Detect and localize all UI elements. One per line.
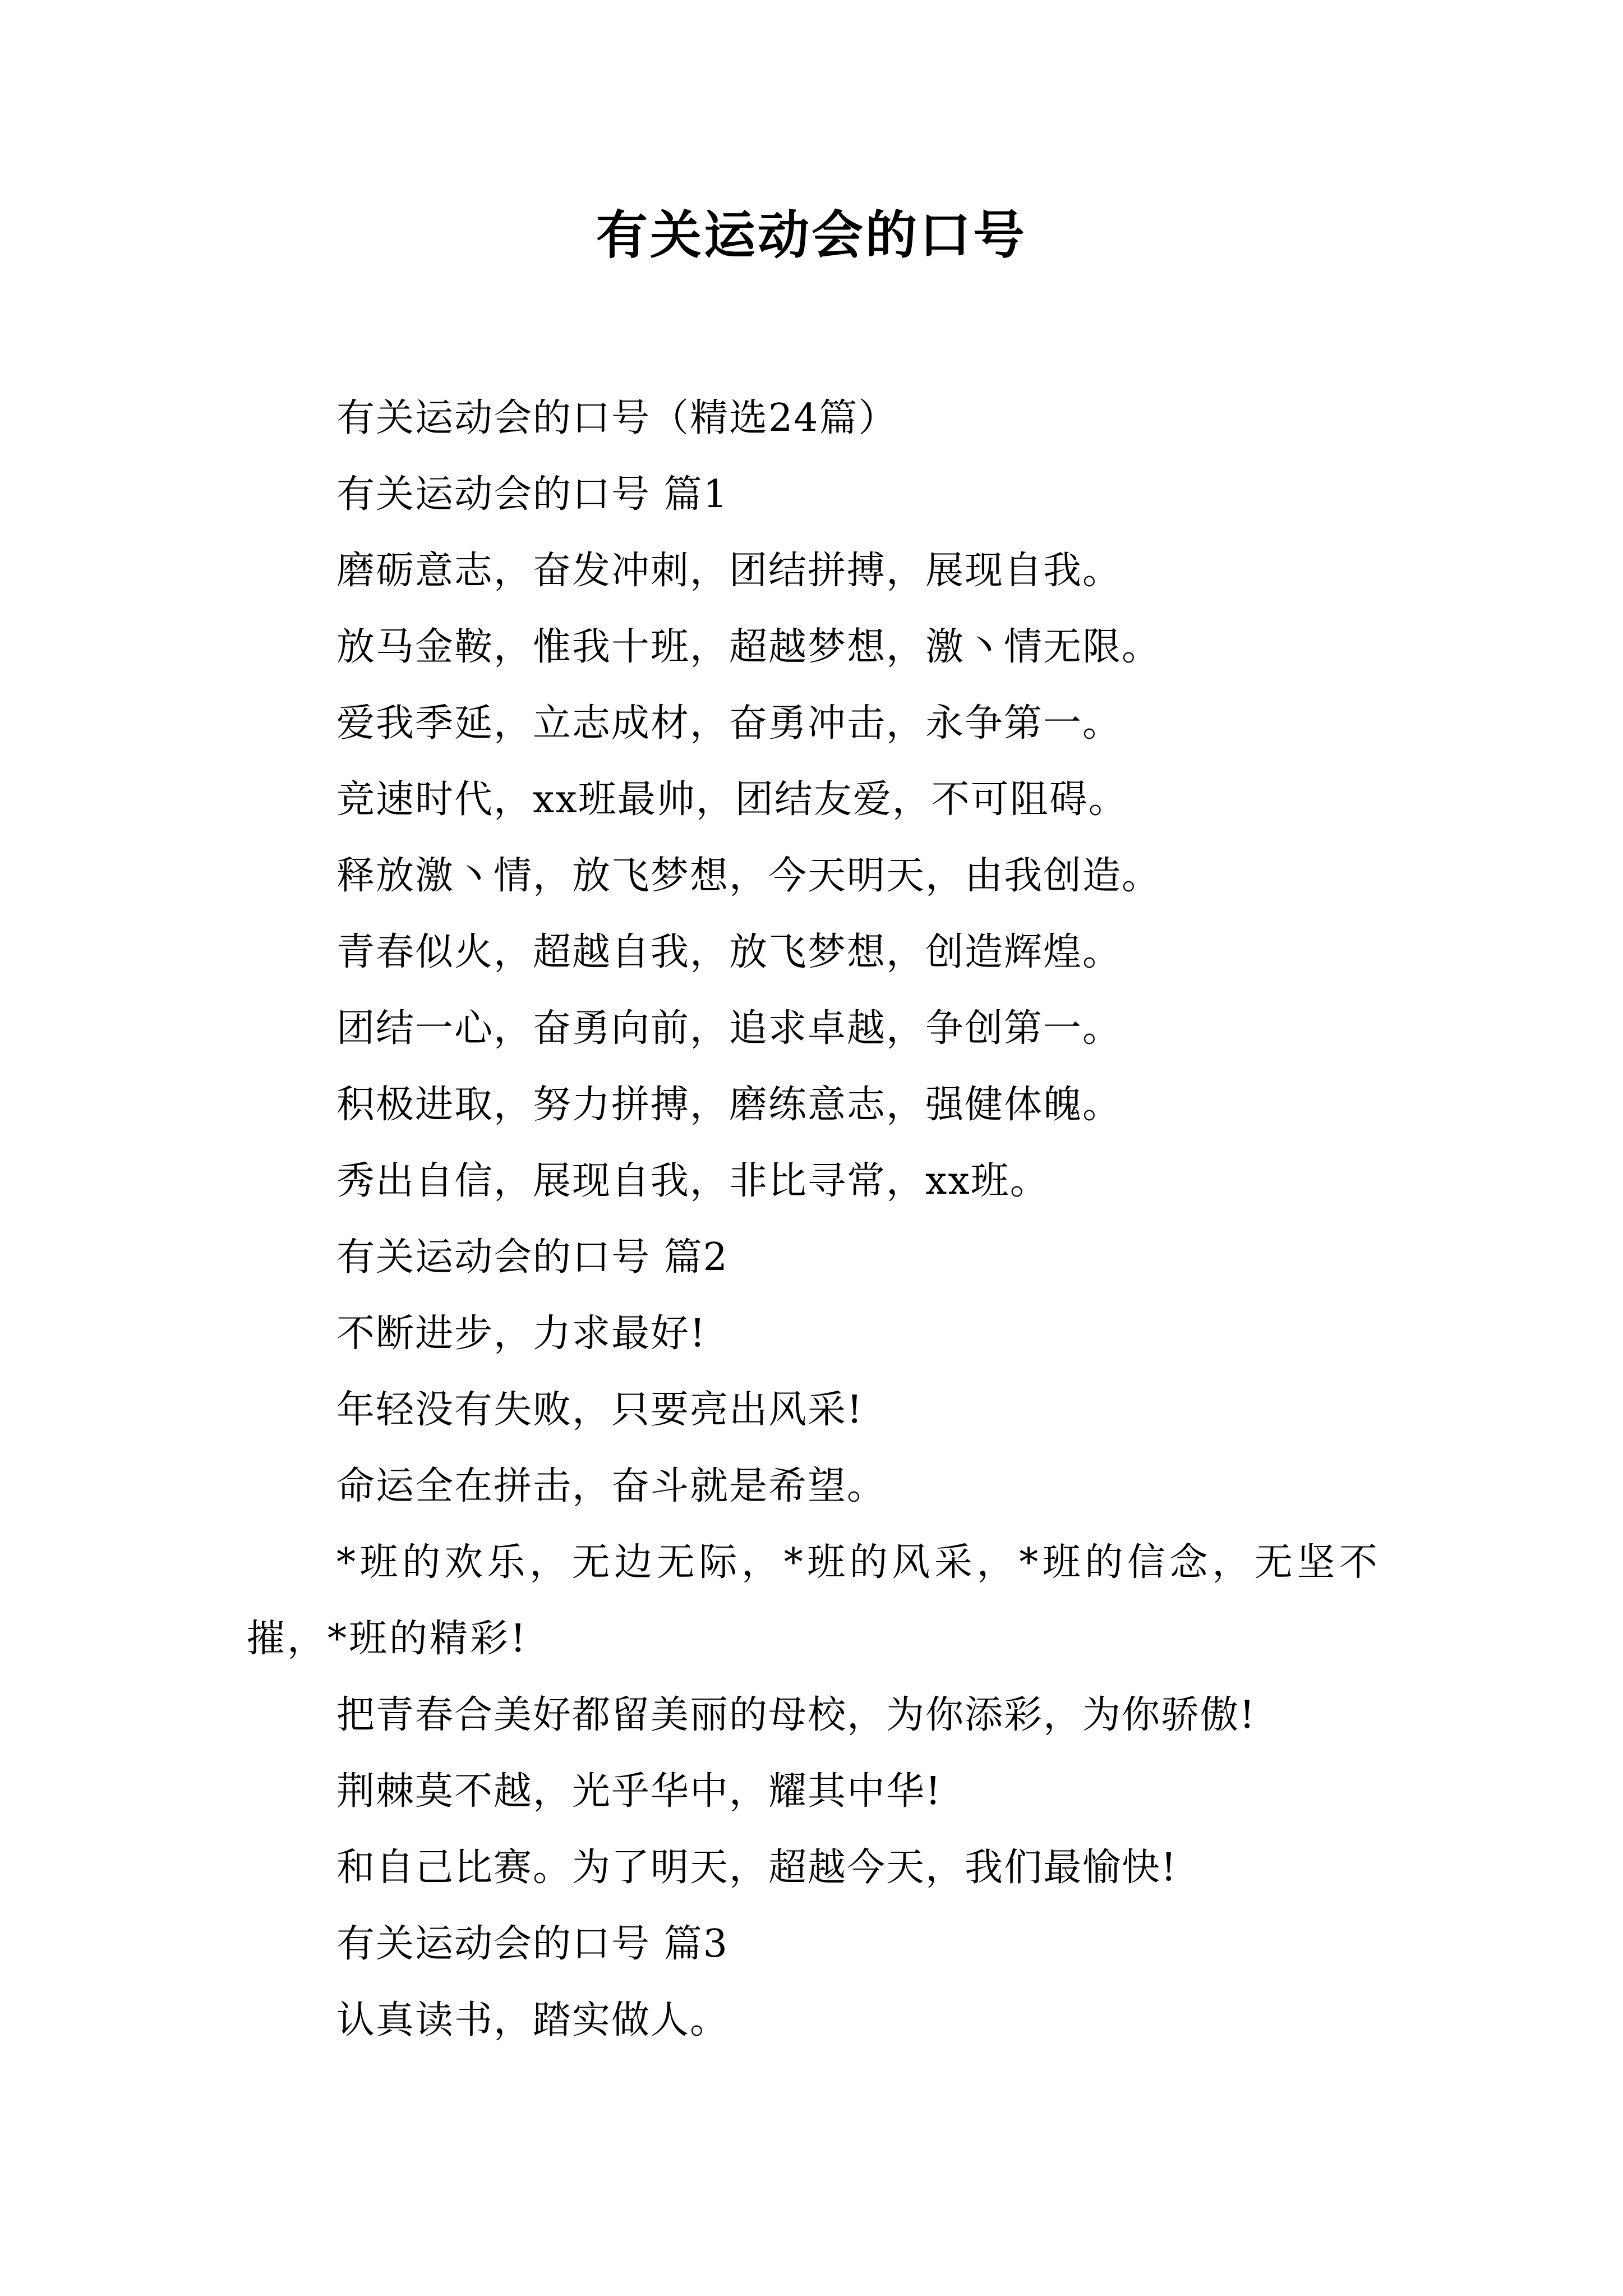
document-title: 有关运动会的口号 [596,205,1027,265]
paragraph: 不断进步，力求最好! [336,1312,707,1356]
paragraph: 荆棘莫不越，光乎华中，耀其中华! [336,1769,942,1814]
paragraph: 释放激丶情，放飞梦想，今天明天，由我创造。 [336,854,1161,898]
paragraph: 认真读书，踏实做人。 [336,1998,730,2042]
document-body [247,380,1380,2059]
paragraph-subtitle: 有关运动会的口号（精选24篇） [336,396,898,440]
paragraph: 和自己比赛。为了明天，超越今天，我们最愉快! [336,1846,1178,1890]
paragraph: 爱我季延，立志成材，奋勇冲击，永争第一。 [336,701,1122,746]
paragraph: 磨砺意志，奋发冲刺，团结拼搏，展现自我。 [336,549,1122,593]
paragraph: 放马金鞍，惟我十班，超越梦想，激丶情无限。 [336,625,1161,669]
section-heading: 有关运动会的口号 篇3 [336,1922,728,1966]
paragraph: 积极进取，努力拼搏，磨练意志，强健体魄。 [336,1083,1122,1127]
paragraph: 命运全在拼击，奋斗就是希望。 [336,1464,887,1508]
paragraph: *班的欢乐，无边无际，*班的风采，*班的信念，无坚不摧，*班的精彩! [247,1540,1380,1661]
paragraph: 团结一心，奋勇向前，追求卓越，争创第一。 [336,1006,1122,1051]
section-heading: 有关运动会的口号 篇1 [336,472,728,517]
paragraph: 秀出自信，展现自我，非比寻常，xx班。 [336,1159,1049,1203]
section-heading: 有关运动会的口号 篇2 [336,1235,728,1280]
paragraph: 青春似火，超越自我，放飞梦想，创造辉煌。 [336,930,1122,974]
paragraph: 竞速时代，xx班最帅，团结友爱，不可阻碍。 [336,777,1128,822]
paragraph: 把青春合美好都留美丽的母校，为你添彩，为你骄傲! [336,1693,1256,1737]
paragraph: 年轻没有失败，只要亮出风采! [336,1388,864,1432]
